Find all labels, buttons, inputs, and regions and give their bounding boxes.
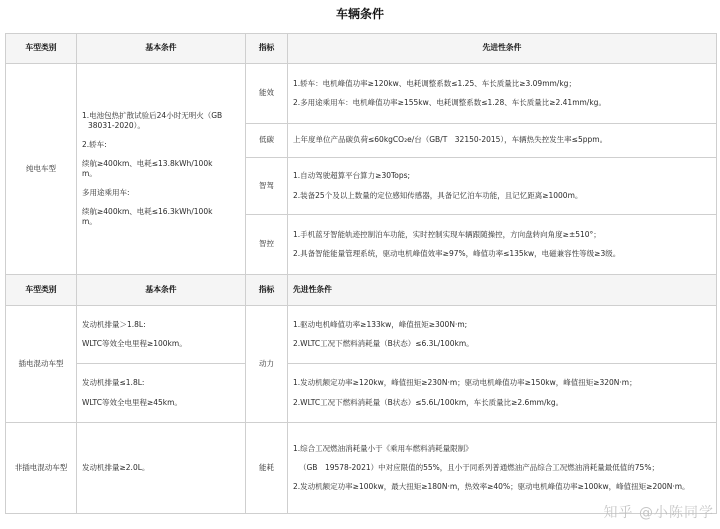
adv-line: 2.WLTC工况下燃料消耗量（B状态）≤6.3L/100km。 xyxy=(293,339,474,348)
watermark-text: 知乎 @小陈同学 xyxy=(603,505,714,521)
phev-adv-cell xyxy=(288,306,717,364)
vehicle-conditions-table xyxy=(5,33,717,514)
table-row xyxy=(6,423,717,514)
phev-basic-cell xyxy=(77,306,246,364)
adv-line: 2.发动机额定功率≥100kw，最大扭矩≥180N·m，热效率≥40%；驱动电机峰值功率≥100kw，峰值扭矩≥200N·m。 xyxy=(293,482,690,492)
ev-index-smart-control: 智控 xyxy=(246,215,288,275)
ev-adv-smart-control xyxy=(288,215,717,275)
table-header-row xyxy=(6,275,717,306)
ev-basic-line: 38031-2020）。 xyxy=(88,120,145,130)
adv-line: 1.发动机额定功率≥120kw，峰值扭矩≥230N·m；驱动电机峰值功率≥150kw，峰值扭矩≥320N·m； xyxy=(293,378,637,388)
phev-basic-cell xyxy=(77,364,246,423)
adv-line: 1.驱动电机峰值功率≥133kw，峰值扭矩≥300N·m; xyxy=(293,319,468,329)
adv-line: 2.具备智能能量管理系统，驱动电机峰值效率≥97%，峰值功率≤135kw，电磁兼容性等级≥3级。 xyxy=(293,249,621,258)
ev-type-cell: 纯电车型 xyxy=(6,64,77,275)
hev-index-energy: 能耗 xyxy=(246,423,288,514)
ev-basic-line: 续航≥400km、电耗≤13.8kWh/100k xyxy=(82,158,213,168)
ev-basic-line: m。 xyxy=(82,217,97,227)
table-row xyxy=(6,364,717,423)
ev-index-smart-driving: 智驾 xyxy=(246,158,288,215)
phev-type-cell: 插电混动车型 xyxy=(6,306,77,423)
adv-line: （GB 19578-2021）中对应限值的55%，且小于同系列普通燃油产品综合工况燃油消耗量最低值的75%； xyxy=(299,462,659,472)
table-row xyxy=(6,306,717,364)
adv-line: 1.综合工况燃油消耗量小于《乘用车燃料消耗量限制》 xyxy=(293,443,473,453)
hev-type-cell: 非插电混动车型 xyxy=(6,423,77,514)
ev-adv-efficiency xyxy=(288,64,717,124)
adv-line: 1.手机蓝牙智能轨迹控制泊车功能，实时控制实现车辆跟随操控，方向盘转向角度≥±510°； xyxy=(293,229,601,239)
ev-index-efficiency: 能效 xyxy=(246,64,288,124)
header-vehicle-type: 车型类别 xyxy=(6,34,77,64)
phev-basic-line: 发动机排量≤1.8L: xyxy=(82,378,145,388)
header-index: 指标 xyxy=(246,275,288,306)
header-basic-conditions: 基本条件 xyxy=(77,34,246,64)
adv-line: 2.多用途乘用车：电机峰值功率≥155kw、电耗调整系数≤1.28、车长质量比≥2.41mm/kg。 xyxy=(293,98,606,107)
page-title: 车辆条件 xyxy=(335,7,384,21)
ev-basic-cell xyxy=(77,64,246,275)
adv-line: 1.轿车：电机峰值功率≥120kw、电耗调整系数≤1.25、车长质量比≥3.09mm/kg； xyxy=(293,78,576,88)
hev-adv-cell xyxy=(288,423,717,514)
ev-basic-line: 2.轿车: xyxy=(82,139,107,149)
ev-index-lowcarbon: 低碳 xyxy=(246,124,288,158)
adv-line: 上年度单位产品碳负荷≤60kgCO₂e/台（GB/T 32150-2015），车辆热失控发生率≤5ppm。 xyxy=(293,135,608,145)
phev-basic-line: WLTC等效全电里程≥45km。 xyxy=(82,397,182,407)
ev-adv-smart-driving xyxy=(288,158,717,215)
ev-basic-line: 多用途乘用车: xyxy=(82,188,130,198)
ev-basic-line: 续航≥400km、电耗≤16.3kWh/100k xyxy=(82,207,213,217)
phev-basic-line: WLTC等效全电里程≥100km。 xyxy=(82,339,187,348)
table-row xyxy=(6,64,717,124)
phev-basic-line: 发动机排量＞1.8L: xyxy=(82,319,146,329)
ev-basic-line: 1.电池包热扩散试验后24小时无明火（GB xyxy=(82,110,223,120)
table-header-row xyxy=(6,34,717,64)
adv-line: 2.装备25个及以上数量的定位感知传感器，具备记忆泊车功能，且记忆距离≥1000m。 xyxy=(293,190,583,200)
header-advanced-conditions: 先进性条件 xyxy=(288,34,717,64)
hev-basic-cell: 发动机排量≥2.0L。 xyxy=(77,423,246,514)
header-advanced-conditions: 先进性条件 xyxy=(288,275,717,306)
header-basic-conditions: 基本条件 xyxy=(77,275,246,306)
header-vehicle-type: 车型类别 xyxy=(6,275,77,306)
header-index: 指标 xyxy=(246,34,288,64)
adv-line: 1.自动驾驶超算平台算力≥30Tops; xyxy=(293,171,411,181)
ev-adv-lowcarbon xyxy=(288,124,717,158)
adv-line: 2.WLTC工况下燃料消耗量（B状态）≤5.6L/100km，车长质量比≥2.6mm/kg。 xyxy=(293,397,564,407)
ev-basic-line: m。 xyxy=(82,169,97,178)
phev-adv-cell xyxy=(288,364,717,423)
phev-index-power: 动力 xyxy=(246,306,288,423)
